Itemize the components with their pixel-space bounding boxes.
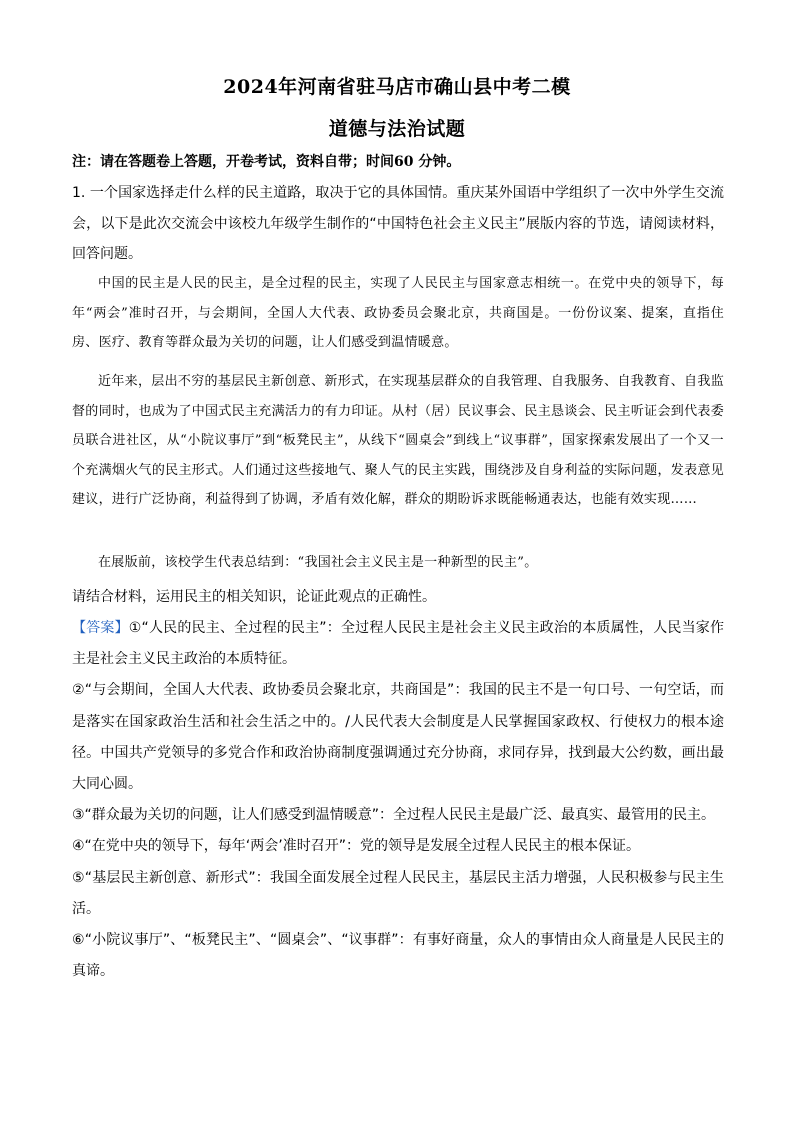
answer-item-6: ⑥“小院议事厅”、“板凳民主”、“圆桌会”、“议事群”：有事好商量，众人的事情由众人商量是人民民主的真谛。 bbox=[72, 932, 724, 980]
answer-section bbox=[72, 613, 724, 987]
answer-item-5: ⑤“基层民主新创意、新形式”：我国全面发展全过程人民民主，基层民主活力增强，人民积极参与民主生活。 bbox=[72, 869, 724, 917]
answer-item-4: ④“在党中央的领导下，每年‘两会’准时召开”：党的领导是发展全过程人民民主的根本保证。 bbox=[72, 838, 640, 855]
answer-tag: 【答案】 bbox=[72, 620, 129, 636]
answer-item-3: ③“群众最为关切的问题，让人们感受到温情暖意”：全过程人民民主是最广泛、最真实、最管用的民主。 bbox=[72, 807, 716, 824]
material-paragraph-2 bbox=[72, 367, 724, 515]
exam-note: 注：请在答题卷上答题，开卷考试，资料自带；时间60 分钟。 bbox=[72, 154, 461, 170]
question-intro: 1. 一个国家选择走什么样的民主道路，取决于它的具体国情。重庆某外国语中学组织了一次中外学生交流会，以下是此次交流会中该校九年级学生制作的“中国特色社会主义民主”展版内容的节选，请阅读材料，回答问题。 bbox=[72, 185, 724, 262]
material-paragraph-3 bbox=[72, 548, 724, 578]
answer-item-2: ②“与会期间，全国人大代表、政协委员会聚北京，共商国是”：我国的民主不是一句口号、一句空话，而是落实在国家政治生活和社会生活之中的。/人民代表大会制度是人民掌握国家政权、行使权力的根本途径。中国共产党领导的多党合作和政治协商制度强调通过充分协商，求同存异，找到最大公约数，画出最大同心圆。 bbox=[72, 682, 724, 793]
material-text-2: 近年来，层出不穷的基层民主新创意、新形式，在实现基层群众的自我管理、自我服务、自我教育、自我监督的同时，也成为了中国式民主充满活力的有力印证。从村（居）民议事会、民主恳谈会、民主听证会到代表委员联合进社区，从“小院议事厅”到“板凳民主”，从线下“圆桌会”到线上“议事群”，国家探索发展出了一个又一个充满烟火气的民主形式。人们通过这些接地气、聚人气的民主实践，围绕涉及自身利益的实际问题，发表意见建议，进行广泛协商，利益得到了协调，矛盾有效化解，群众的期盼诉求既能畅通表达，也能有效实现…… bbox=[72, 374, 724, 508]
answer-text-1: ①“人民的民主、全过程的民主”：全过程人民民主是社会主义民主政治的本质属性，人民当家作主是社会主义民主政治的本质特征。 bbox=[72, 620, 724, 668]
material-paragraph-1 bbox=[72, 269, 724, 358]
answer-item-1 bbox=[72, 613, 724, 675]
exam-title: 2024年河南省驻马店市确山县中考二模 bbox=[223, 76, 571, 98]
material-text-3: 在展版前，该校学生代表总结到：“我国社会主义民主是一种新型的民主”。 bbox=[98, 555, 538, 570]
question-prompt: 请结合材料，运用民主的相关知识，论证此观点的正确性。 bbox=[72, 589, 436, 605]
exam-subject-title: 道德与法治试题 bbox=[328, 118, 466, 140]
material-text-1: 中国的民主是人民的民主，是全过程的民主，实现了人民民主与国家意志相统一。在党中央的领导下，每年“两会”准时召开，与会期间，全国人大代表、政协委员会聚北京，共商国是。一份份议案、提案，直指住房、医疗、教育等群众最为关切的问题，让人们感受到温情暖意。 bbox=[72, 276, 724, 351]
